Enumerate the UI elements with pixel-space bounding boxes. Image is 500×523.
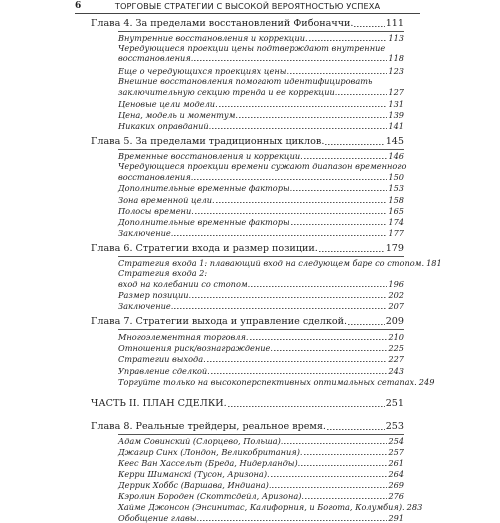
- running-header: [75, 0, 420, 14]
- toc-item: Зона временной цели. 158: [118, 195, 404, 205]
- toc-item: Стратегия входа 2:: [118, 268, 208, 278]
- toc-item: Ценовые цели модели. 131: [118, 99, 404, 109]
- toc-item: Чередующиеся проекции цены подтверждают внутренние: [118, 43, 386, 53]
- page-number: 6: [75, 1, 82, 11]
- toc-chapter-7: [91, 316, 404, 327]
- toc-page-number: 111: [385, 18, 404, 29]
- toc-page-number: 209: [385, 316, 404, 327]
- toc-page-number: 253: [385, 421, 404, 432]
- toc-item: Деррик Хоббс (Варшава, Индиана). 269: [118, 480, 404, 490]
- toc-chapter-title: Глава 5. За пределами традиционных циклов.: [91, 136, 325, 147]
- toc-chapter-title: Глава 4. За пределами восстановлений Фибоначчи.: [91, 18, 354, 29]
- toc-item: вход на колебании со стопом. 196: [118, 279, 404, 289]
- toc-item: Джагир Синх (Лондон, Великобритания). 257: [118, 447, 404, 457]
- toc-item: Адам Совинский (Слорцево, Польша). 254: [118, 436, 404, 446]
- toc-item: Заключение. 177: [118, 228, 404, 238]
- divider: [118, 149, 404, 150]
- toc-item: Внутренние восстановления и коррекции. 113: [118, 33, 404, 43]
- toc-item: Дополнительные временные факторы. 153: [118, 183, 404, 193]
- toc-item: Размер позиции. 202: [118, 290, 404, 300]
- toc-page-number: 179: [385, 243, 404, 254]
- toc-chapter-title: Глава 8. Реальные трейдеры, реальное время.: [91, 421, 326, 432]
- divider: [118, 434, 404, 435]
- toc-item: Обобщение главы. 291: [118, 513, 404, 523]
- toc-item: Никаких оправданий. 141: [118, 121, 404, 131]
- toc-item: Заключение. 207: [118, 301, 404, 311]
- toc-item: Кеес Ван Хассельт (Бреда, Нидерланды). 261: [118, 458, 404, 468]
- running-title: ТОРГОВЫЕ СТРАТЕГИИ С ВЫСОКОЙ ВЕРОЯТНОСТЬЮ УСПЕХА: [114, 1, 381, 11]
- toc-item: Стратегия входа 1: плавающий вход на следующем баре со стопом. 181: [118, 258, 442, 268]
- toc-item: Отношения риск/вознаграждение. 225: [118, 343, 404, 353]
- toc-part-title: ЧАСТЬ II. ПЛАН СДЕЛКИ.: [91, 398, 227, 409]
- toc-item: Управление сделкой. 243: [118, 366, 404, 376]
- toc-item: Цена, модель и моментум. 139: [118, 110, 404, 120]
- divider: [118, 256, 404, 257]
- toc-part-2: [91, 398, 404, 409]
- toc-page-number: 145: [385, 136, 404, 147]
- toc-chapter-title: Глава 7. Стратегии выхода и управление сделкой.: [91, 316, 348, 327]
- toc-item: заключительную секцию тренда и ее коррекции. 127: [118, 87, 404, 97]
- toc-item: Кэролин Бороден (Скоттсдейл, Аризона). 276: [118, 491, 404, 501]
- toc-item: Чередующиеся проекции времени сужают диапазон временного: [118, 161, 407, 171]
- toc-item: Дополнительные временные факторы 174: [118, 217, 404, 227]
- toc-chapter-title: Глава 6. Стратегии входа и размер позиции.: [91, 243, 318, 254]
- toc-item: Стратегии выхода. 227: [118, 354, 404, 364]
- toc-chapter-6: [91, 243, 404, 254]
- divider: [118, 329, 404, 330]
- divider: [118, 31, 404, 32]
- toc-item: Временные восстановления и коррекции. 146: [118, 151, 404, 161]
- toc-item: восстановления. 150: [118, 172, 404, 182]
- toc-page-number: 251: [385, 398, 404, 409]
- toc-chapter-8: [91, 421, 404, 432]
- toc-item: Керри Шиманскі (Тусон, Аризона). 264: [118, 469, 404, 479]
- toc-chapter-5: [91, 136, 404, 147]
- toc-item: Многоэлементная торговля. 210: [118, 332, 404, 342]
- toc-item: Внешние восстановления помогают идентифицировать: [118, 76, 373, 86]
- toc-item: восстановления. 118: [118, 53, 404, 63]
- toc-item: Еще о чередующихся проекциях цены. 123: [118, 66, 404, 76]
- toc-item: Хайме Джонсон (Энсинитас, Калифорния, и Богота, Колумбия). 283: [118, 502, 423, 512]
- toc-item: Торгуйте только на высокоперспективных оптимальных сетапах. 249: [118, 377, 435, 387]
- toc-chapter-4: [91, 18, 404, 29]
- toc-item: Полосы времени. 165: [118, 206, 404, 216]
